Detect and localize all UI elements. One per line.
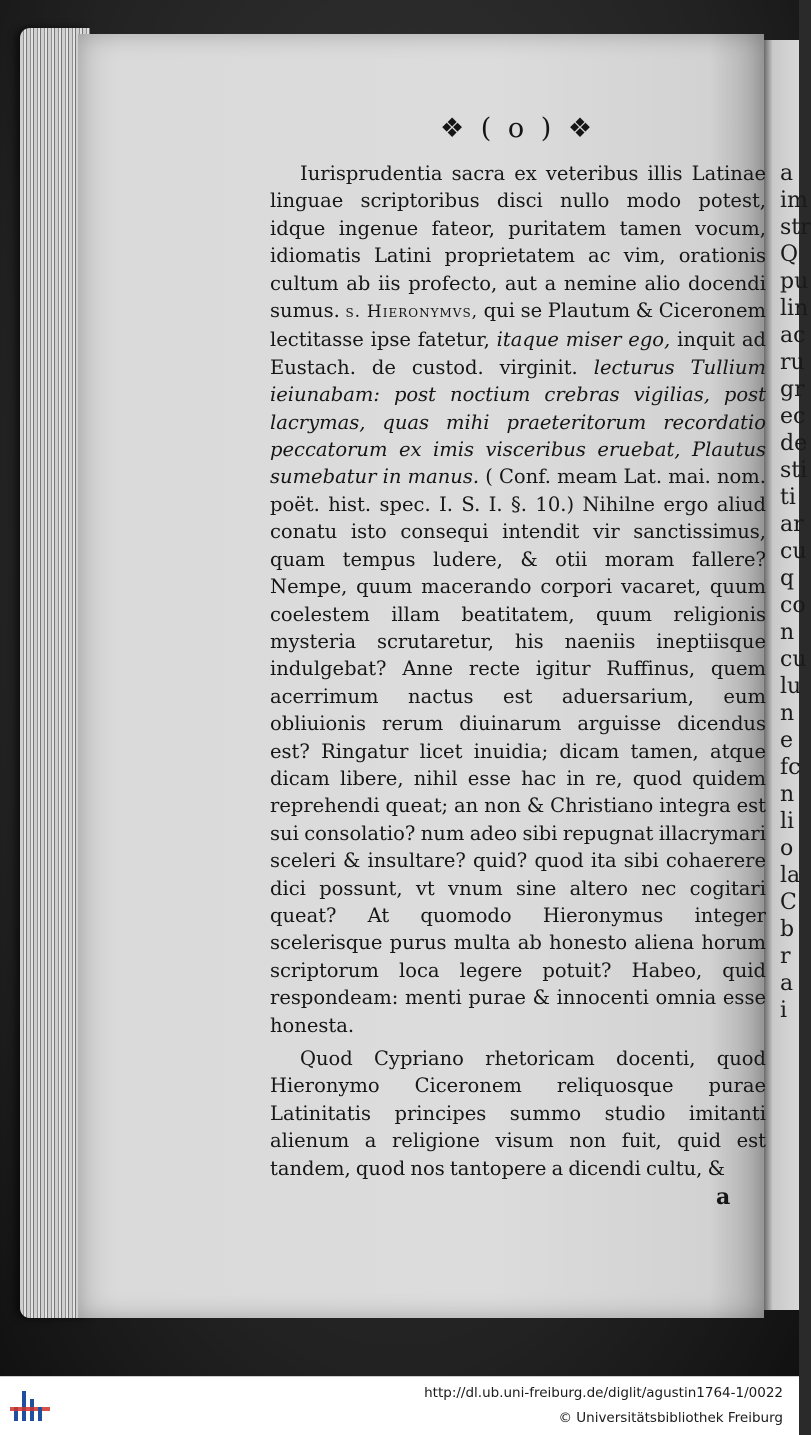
paragraph-1 [270, 160, 766, 1039]
ub-freiburg-logo-icon[interactable] [10, 1387, 50, 1425]
author-name-hieronymus: s. Hieronymvs, [345, 302, 479, 323]
catchword: a [716, 1184, 731, 1210]
paragraph-1-part-3: inquit ad Eustach. de custod. virginit. [270, 328, 766, 379]
footer-copyright: © Universitätsbibliothek Freiburg [558, 1410, 783, 1426]
paragraph-1-part-2: qui se Plautum & Ciceronem lectitasse ipse fatetur, [270, 299, 766, 352]
paragraph-1-part-4: ( Conf. meam Lat. mai. nom. poët. hist. spec. I. S. I. §. 10.) Nihilne ergo aliud conatu isto consequi intendit vir sanctissimus, quam tempus ludere, & otii moram fallere? Nempe, quum macerando corpori vacaret, quum coelestem illam beatitatem, quum religionis mysteria scrutaretur, his naeniis ineptiisque indulgebat? Anne recte igitur Ruffinus, quem acerrimum nactus est aduersarium, eum obliuionis rerum diuinarum arguisse dicendus est? Ringatur licet inuidia; dicam tamen, atque dicam libere, nihil esse hac in re, quod quidem reprehendi queat; an non & Christiano integra est sui consolatio? num adeo sibi repugnat illacrymari sceleri & insultare? quid? quod ita sibi cohaerere dici possunt, vt vnum sine altero nec cogitari queat? At quomodo Hieronymus integer scelerisque purus multa ab honesto aliena horum scriptorum loca legere potuit? Habeo, quid respondeam: menti purae & innocenti omnia esse honesta. [270, 465, 766, 1037]
paragraph-1-part-1: Iurisprudentia sacra ex veteribus illis Latinae linguae scriptoribus disci nullo modo potest, idque ingenue fateor, puritatem tamen vocum, idiomatis Latini proprietatem ac vim, orationis cultum ab iis profecto, aut a nemine alio docendi sumus. [270, 162, 766, 323]
footer-bar [0, 1376, 799, 1435]
paragraph-2: Quod Cypriano rhetoricam docenti, quod Hieronymo Ciceronem reliquosque purae Latinitatis principes summo studio imitanti alienum a religione visum non fuit, quid est tandem, quod nos tantopere a dicendi cultu, & [270, 1047, 766, 1180]
footer-url-link[interactable]: http://dl.ub.uni-freiburg.de/diglit/agustin1764-1/0022 [424, 1385, 783, 1401]
page-header: ❖ ( o ) ❖ [440, 113, 597, 144]
quote-italic-2: lecturus Tullium ieiunabam: post noctium crebras vigilias, post lacrymas, quas mihi praeteritorum recordatio peccatorum ex imis visceribus eruebat, Plautus sumebatur in manus. [270, 355, 766, 489]
quote-italic-1: itaque miser ego, [496, 328, 671, 352]
main-text [270, 160, 766, 1182]
facing-page-letters: a im str Q pu lin ac ru gr ec de sti ti ar cu q co n cu lu n e fc n li o la C b r a i [780, 161, 811, 1023]
